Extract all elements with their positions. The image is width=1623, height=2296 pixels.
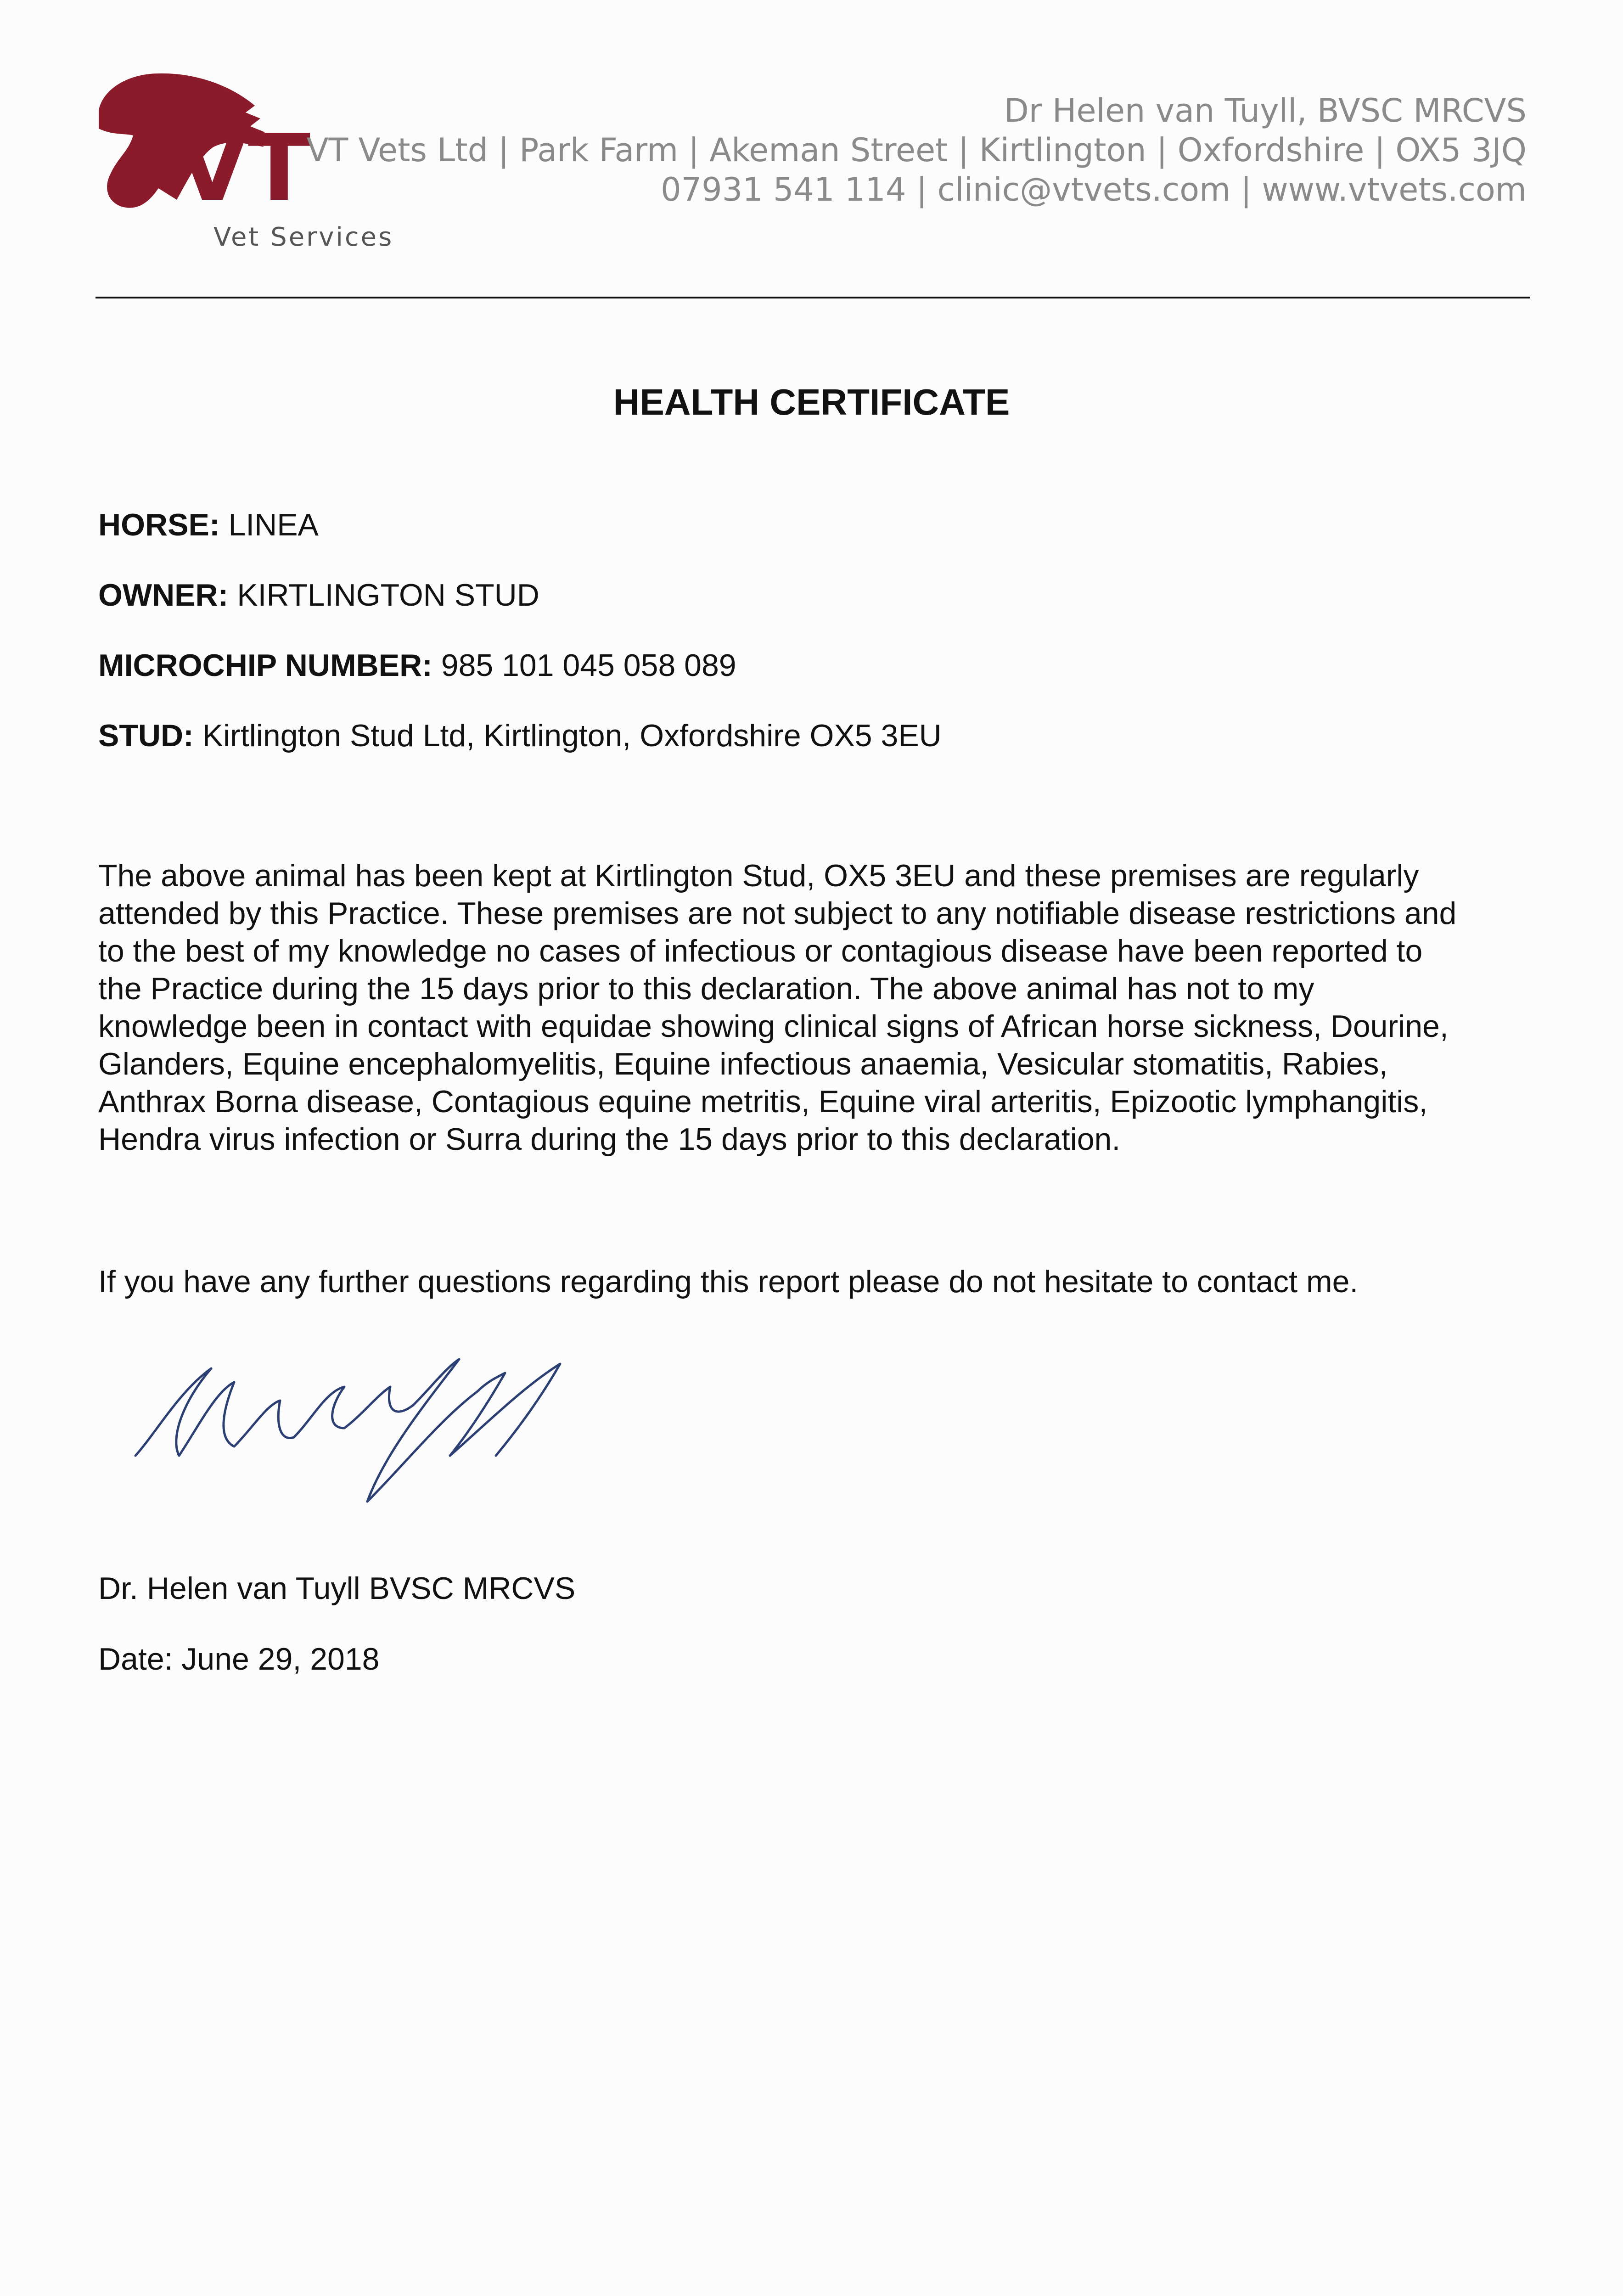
- owner-field: [98, 576, 539, 614]
- handwritten-signature-icon: [129, 1350, 634, 1534]
- declaration-line: Glanders, Equine encephalomyelitis, Equine infectious anaemia, Vesicular stomatitis, Rabies,: [98, 1047, 1388, 1081]
- header-divider: [95, 297, 1530, 298]
- declaration-line: Hendra virus infection or Surra during the 15 days prior to this declaration.: [98, 1122, 1121, 1157]
- stud-field: [98, 717, 942, 754]
- owner-value: KIRTLINGTON STUD: [237, 578, 539, 613]
- declaration-line: The above animal has been kept at Kirtlington Stud, OX5 3EU and these premises are regularly: [98, 858, 1419, 893]
- closing-sentence: If you have any further questions regarding this report please do not hesitate to contact me.: [98, 1264, 1359, 1299]
- microchip-label: MICROCHIP NUMBER:: [98, 648, 432, 683]
- vet-name-line: Dr Helen van Tuyll, BVSC MRCVS: [1004, 92, 1527, 129]
- declaration-paragraph: [98, 857, 1535, 1158]
- address-line: VT Vets Ltd | Park Farm | Akeman Street | Kirtlington | Oxfordshire | OX5 3JQ: [306, 131, 1527, 169]
- practice-contact-block: [307, 91, 1527, 209]
- microchip-field: [98, 647, 736, 684]
- logo-tagline: Vet Services: [213, 222, 394, 252]
- logo-letters: VT: [177, 115, 311, 222]
- horse-label: HORSE:: [98, 507, 220, 542]
- owner-label: OWNER:: [98, 578, 229, 613]
- stud-value: Kirtlington Stud Ltd, Kirtlington, Oxfordshire OX5 3EU: [202, 718, 942, 753]
- declaration-line: knowledge been in contact with equidae showing clinical signs of African horse sickness, Dourine,: [98, 1009, 1449, 1044]
- declaration-line: attended by this Practice. These premises are not subject to any notifiable disease restrictions and: [98, 896, 1457, 931]
- certificate-date: Date: June 29, 2018: [98, 1642, 380, 1677]
- declaration-line: Anthrax Borna disease, Contagious equine metritis, Equine viral arteritis, Epizootic lymphangitis,: [98, 1084, 1428, 1119]
- horse-field: [98, 506, 319, 544]
- document-title: HEALTH CERTIFICATE: [613, 382, 1010, 422]
- declaration-line: to the best of my knowledge no cases of infectious or contagious disease have been reported to: [98, 934, 1423, 968]
- signer-name: Dr. Helen van Tuyll BVSC MRCVS: [98, 1571, 576, 1606]
- signature: [129, 1350, 634, 1534]
- microchip-value: 985 101 045 058 089: [441, 648, 736, 683]
- horse-value: LINEA: [228, 507, 319, 542]
- declaration-line: the Practice during the 15 days prior to this declaration. The above animal has not to my: [98, 971, 1314, 1006]
- stud-label: STUD:: [98, 718, 194, 753]
- contact-line: 07931 541 114 | clinic@vtvets.com | www.vtvets.com: [661, 171, 1527, 208]
